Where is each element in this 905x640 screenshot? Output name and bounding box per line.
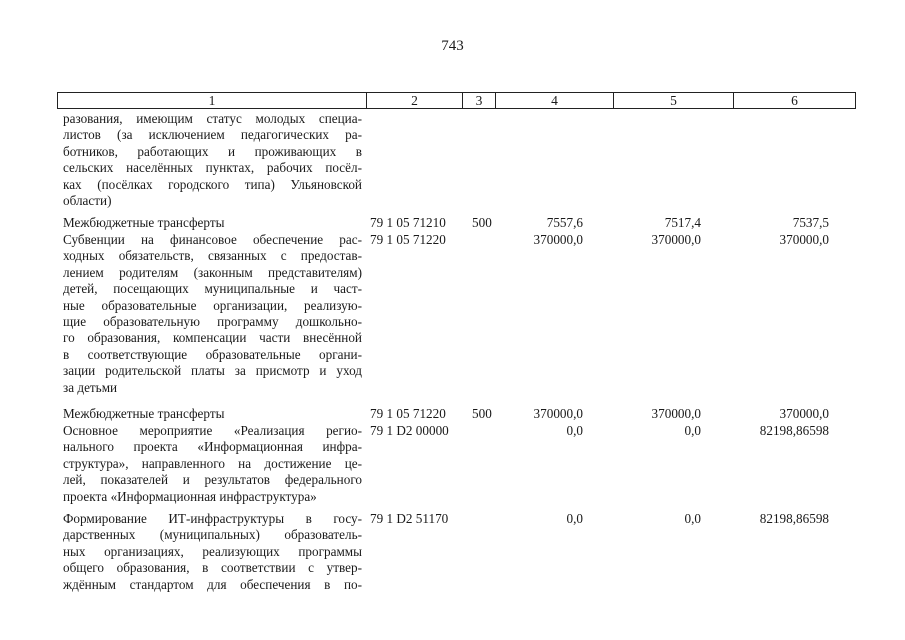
amount-col-4: 0,0 xyxy=(566,423,583,438)
description-line: ботников, работающих и проживающих в xyxy=(63,143,362,159)
amount-col-4: 370000,0 xyxy=(533,406,583,421)
description-line: за детьми xyxy=(63,379,118,395)
description-line: ных организациях, реализующих программы xyxy=(63,543,362,559)
amount-col-4: 0,0 xyxy=(566,511,583,526)
amount-col-5: 370000,0 xyxy=(651,232,701,247)
budget-code: 79 1 05 71210 xyxy=(370,215,446,230)
description-line: Межбюджетные трансферты xyxy=(63,406,225,421)
description-line: зации родительской платы за присмотр и уход xyxy=(63,363,362,379)
description-line: щие образовательную программу дошкольно- xyxy=(63,314,362,330)
amount-col-5: 7517,4 xyxy=(664,215,701,230)
amount-col-6: 82198,86598 xyxy=(759,511,829,526)
description-line: структура», направленного на достижение це- xyxy=(63,455,362,471)
description-line: детей, посещающих муниципальные и част- xyxy=(63,281,362,297)
page-number: 743 xyxy=(441,38,464,54)
description-line: ные образовательные организации, реализую- xyxy=(63,297,362,313)
description-line: разования, имеющим статус молодых специа- xyxy=(63,111,362,126)
description-line: лением родителям (законным представителям) xyxy=(63,264,362,280)
column-header-1: 1 xyxy=(208,93,216,108)
description-line: области) xyxy=(63,193,112,209)
description-line: общего образования, в соответствии с утвер- xyxy=(63,560,362,576)
budget-code: 79 1 05 71220 xyxy=(370,232,446,247)
row-description xyxy=(63,232,362,396)
column-header-4: 4 xyxy=(495,93,613,108)
amount-col-5: 370000,0 xyxy=(651,406,701,421)
amount-col-5: 0,0 xyxy=(684,423,701,438)
description-line: Субвенции на финансовое обеспечение рас- xyxy=(63,232,362,247)
expense-type: 500 xyxy=(472,406,492,421)
description-line: Межбюджетные трансферты xyxy=(63,215,225,230)
description-line: листов (за исключением педагогических ра- xyxy=(63,127,362,143)
budget-code: 79 1 D2 00000 xyxy=(370,423,449,438)
description-line: Формирование ИТ-инфраструктуры в госу- xyxy=(63,511,362,526)
amount-col-5: 0,0 xyxy=(684,511,701,526)
column-header-2: 2 xyxy=(366,93,462,108)
description-line: ждённым стандартом для обеспечения в по- xyxy=(63,576,362,592)
row-description xyxy=(63,215,362,231)
expense-type: 500 xyxy=(472,215,492,230)
description-line: в соответствующие образовательные органи- xyxy=(63,346,362,362)
description-line: ходных обязательств, связанных с предостав- xyxy=(63,248,362,264)
row-description xyxy=(63,406,362,422)
amount-col-4: 7557,6 xyxy=(546,215,583,230)
column-header-5: 5 xyxy=(613,93,733,108)
row-description xyxy=(63,423,362,505)
amount-col-4: 370000,0 xyxy=(533,232,583,247)
amount-col-6: 82198,86598 xyxy=(759,423,829,438)
amount-col-6: 7537,5 xyxy=(792,215,829,230)
description-line: ках (посёлках городского типа) Ульяновской xyxy=(63,176,362,192)
row-description xyxy=(63,511,362,593)
description-line: дарственных (муниципальных) образователь- xyxy=(63,527,362,543)
description-line: сельских населённых пунктах, рабочих посёл- xyxy=(63,160,362,176)
row-description xyxy=(63,111,362,209)
budget-code: 79 1 D2 51170 xyxy=(370,511,449,526)
amount-col-6: 370000,0 xyxy=(779,232,829,247)
table-header-row xyxy=(57,92,856,109)
amount-col-6: 370000,0 xyxy=(779,406,829,421)
description-line: нального проекта «Информационная инфра- xyxy=(63,439,362,455)
column-header-6: 6 xyxy=(733,93,855,108)
description-line: Основное мероприятие «Реализация регио- xyxy=(63,423,362,438)
description-line: проекта «Информационная инфраструктура» xyxy=(63,488,317,504)
column-header-3: 3 xyxy=(462,93,495,108)
budget-code: 79 1 05 71220 xyxy=(370,406,446,421)
description-line: лей, показателей и результатов федерального xyxy=(63,472,362,488)
description-line: го образования, компенсации части внесённой xyxy=(63,330,362,346)
